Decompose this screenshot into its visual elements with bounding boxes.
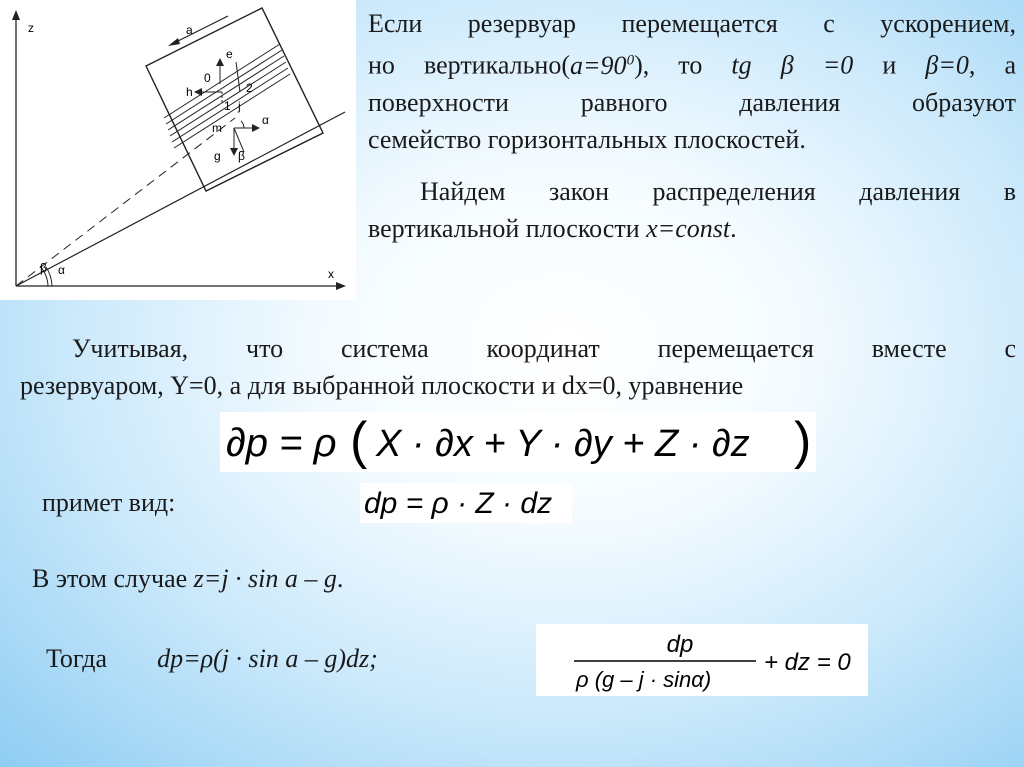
- paragraph-then: [46, 640, 378, 677]
- p1-line-2: [368, 42, 1016, 84]
- eq1-open-paren: (: [350, 412, 368, 470]
- equation-fraction: [536, 624, 868, 696]
- eq1-body: X · ∂x + Y · ∂y + Z · ∂z: [376, 423, 750, 465]
- p1-line-4: семейство горизонтальных плоскостей.: [368, 124, 806, 154]
- origin-beta-label: β: [40, 261, 47, 275]
- label-2: 2: [246, 81, 253, 95]
- z-axis-label: z: [28, 21, 34, 35]
- label-m-beta: β: [238, 149, 245, 163]
- z-axis-arrowhead: [12, 10, 20, 20]
- tank-outline: [146, 8, 323, 191]
- label-1: 1: [224, 99, 231, 113]
- label-0: 0: [204, 71, 211, 85]
- acceleration-label: a: [186, 23, 193, 37]
- p1-line-1: Если резервуар перемещается с ускорением,: [368, 9, 1016, 38]
- tank-diagram: [0, 0, 356, 300]
- label-g: g: [214, 149, 221, 163]
- p3-line-2: резервуаром, Y=0, а для выбранной плоскости и dx=0, уравнение: [20, 371, 744, 400]
- equation-general-differential: [220, 412, 816, 472]
- p1-line-3: поверхности равного давления образуют: [368, 87, 1016, 117]
- paragraph-takes-form: примет вид:: [42, 488, 176, 517]
- eq3-tail: + dz = 0: [764, 649, 851, 676]
- eq2-text: dp = ρ · Z · dz: [364, 487, 553, 520]
- label-h: h: [186, 85, 193, 99]
- equation-dp-simplified: [360, 483, 572, 523]
- paragraph-in-this-case: В этом случае z=j · sin a – g.: [32, 564, 344, 593]
- eq1-close-paren: ): [794, 412, 812, 470]
- p1-line-2-pre: но вертикально(: [368, 50, 571, 80]
- p1-line-2-and: и: [853, 50, 926, 80]
- force-g-arrowhead: [230, 148, 238, 156]
- paragraph-accel-vertical: [368, 5, 1016, 158]
- paragraph-pressure-law: [368, 173, 1016, 247]
- label-e: e: [226, 47, 233, 61]
- force-m-arrowhead: [252, 124, 260, 132]
- p5-math: z=j · sin a – g: [193, 564, 337, 593]
- dashed-surface-line: [16, 118, 235, 286]
- x-axis-label: x: [328, 267, 334, 281]
- p2-math: x=const: [646, 214, 731, 243]
- force-h-arrowhead: [194, 88, 202, 96]
- eq3-denominator: ρ (g – j · sinα): [576, 667, 712, 692]
- p6-pre: Тогда: [46, 644, 108, 673]
- p1-line-2-mid: ), то: [634, 50, 732, 80]
- label-j: j: [238, 99, 241, 113]
- p1-line-2-beta: β=0: [925, 50, 969, 80]
- p1-line-2-a: $a=90^0$: [570, 50, 635, 80]
- label-m: m: [212, 121, 222, 135]
- tank-diagram-svg: [0, 0, 356, 300]
- p6-math: dp=ρ(j · sin a – g)dz;: [157, 644, 378, 673]
- acceleration-arrowhead: [168, 38, 180, 46]
- acceleration-arrow: [172, 16, 228, 44]
- origin-alpha-label: α: [58, 263, 65, 277]
- p1-line-2-tg: tg β =0: [731, 50, 854, 80]
- eq1-lhs: ∂p = ρ: [226, 421, 337, 465]
- p3-line-1: Учитывая, что система координат перемещается вместе с: [72, 334, 1016, 363]
- paragraph-coordinate-system: [20, 330, 1016, 404]
- m-alpha-arc: [241, 121, 244, 128]
- p1-line-2-post: , а: [968, 50, 1016, 80]
- force-e-arrowhead: [216, 58, 224, 66]
- x-axis-arrowhead: [336, 282, 346, 290]
- p2-line-1: Найдем закон распределения давления в: [420, 177, 1016, 206]
- surface-line-1: [164, 44, 280, 118]
- label-m-alpha: α: [262, 113, 269, 127]
- p2-line-2: вертикальной плоскости x=const.: [368, 214, 737, 243]
- eq3-numerator: dp: [666, 631, 694, 658]
- p1-line-2-sup: 0: [626, 52, 635, 68]
